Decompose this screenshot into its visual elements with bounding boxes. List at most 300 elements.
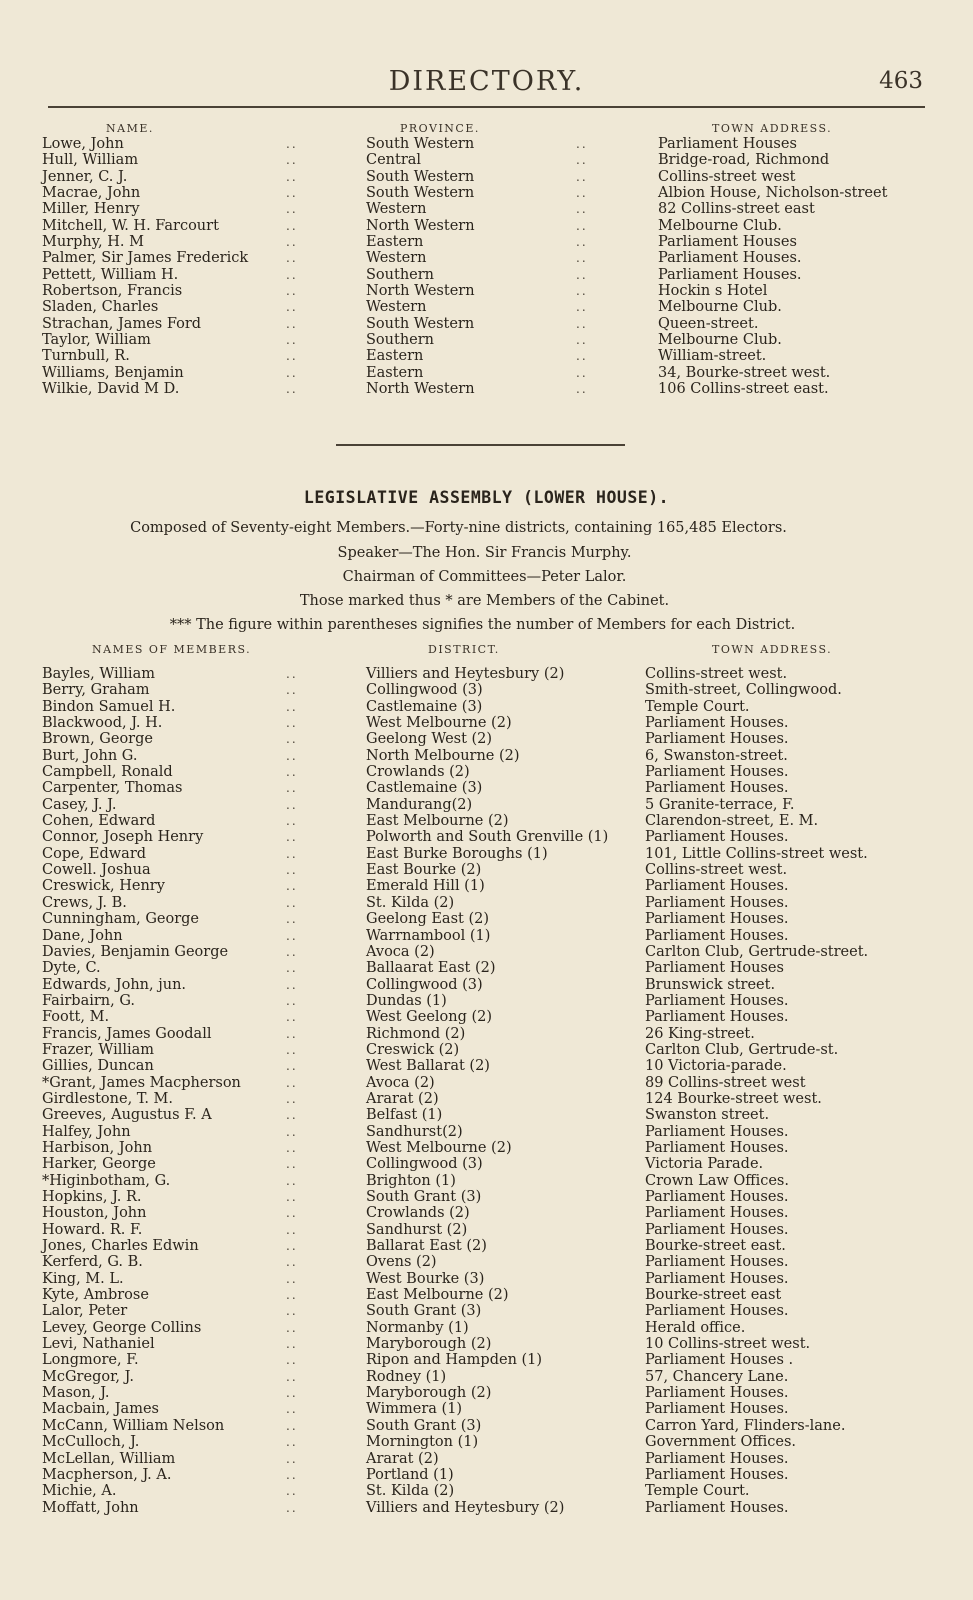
assembly-name-cell: McCulloch, J.	[42, 1434, 140, 1451]
assembly-name-cell: Harker, George	[42, 1156, 156, 1173]
leader-dots: ..	[286, 1010, 298, 1025]
council-row	[0, 332, 973, 348]
assembly-district-cell: Rodney (1)	[366, 1368, 447, 1385]
assembly-address-cell: Parliament Houses	[645, 960, 784, 977]
assembly-district-cell: East Melbourne (2)	[366, 813, 509, 830]
assembly-header-district: DISTRICT.	[428, 643, 500, 656]
assembly-district-cell: Warrnambool (1)	[366, 927, 491, 944]
assembly-row	[0, 1058, 973, 1074]
leader-dots: ..	[286, 1108, 298, 1123]
leader-dots: ..	[286, 814, 298, 829]
assembly-name-cell: Berry, Graham	[42, 682, 150, 699]
council-header-province: PROVINCE.	[400, 122, 480, 135]
assembly-row	[0, 1254, 973, 1270]
assembly-address-cell: Brunswick street.	[645, 976, 776, 993]
assembly-address-cell: Parliament Houses.	[645, 731, 789, 748]
leader-dots: ..	[286, 1353, 298, 1368]
page-title: DIRECTORY.	[388, 66, 585, 97]
leader-dots: ..	[576, 169, 588, 184]
assembly-address-cell: Parliament Houses.	[645, 1205, 789, 1222]
council-address-cell: Parliament Houses	[658, 234, 797, 251]
assembly-row	[0, 960, 973, 976]
assembly-district-cell: East Melbourne (2)	[366, 1287, 509, 1304]
leader-dots: ..	[286, 267, 298, 282]
assembly-row	[0, 878, 973, 894]
council-address-cell: 34, Bourke-street west.	[658, 364, 831, 381]
leader-dots: ..	[286, 863, 298, 878]
assembly-name-cell: Bindon Samuel H.	[42, 698, 176, 715]
leader-dots: ..	[286, 961, 298, 976]
council-name-cell: Hull, William	[42, 152, 139, 169]
assembly-district-cell: West Melbourne (2)	[366, 715, 512, 732]
council-address-cell: Melbourne Club.	[658, 217, 782, 234]
assembly-row	[0, 1042, 973, 1058]
assembly-district-cell: Ovens (2)	[366, 1254, 437, 1271]
assembly-table	[0, 666, 973, 1516]
assembly-address-cell: Parliament Houses.	[645, 1466, 789, 1483]
assembly-district-cell: Collingwood (3)	[366, 976, 483, 993]
leader-dots: ..	[286, 1304, 298, 1319]
council-row	[0, 299, 973, 315]
leader-dots: ..	[576, 218, 588, 233]
council-province-cell: Eastern	[366, 234, 424, 251]
council-province-cell: North Western	[366, 381, 475, 398]
council-row	[0, 218, 973, 234]
leader-dots: ..	[286, 912, 298, 927]
council-row	[0, 267, 973, 283]
assembly-row	[0, 1352, 973, 1368]
assembly-name-cell: Frazer, William	[42, 1041, 155, 1058]
council-province-cell: Western	[366, 250, 427, 267]
assembly-name-cell: Cowell. Joshua	[42, 862, 151, 879]
assembly-name-cell: Jones, Charles Edwin	[42, 1238, 199, 1255]
assembly-district-cell: Castlemaine (3)	[366, 780, 483, 797]
council-name-cell: Wilkie, David M D.	[42, 381, 180, 398]
assembly-address-cell: Parliament Houses.	[645, 780, 789, 797]
leader-dots: ..	[286, 1026, 298, 1041]
leader-dots: ..	[286, 1190, 298, 1204]
leader-dots: ..	[286, 1418, 298, 1433]
leader-dots: ..	[286, 1059, 298, 1074]
council-row	[0, 234, 973, 250]
assembly-address-cell: 57, Chancery Lane.	[645, 1368, 789, 1385]
council-row	[0, 169, 973, 185]
council-row	[0, 381, 973, 397]
council-name-cell: Palmer, Sir James Frederick	[42, 250, 249, 267]
assembly-district-cell: South Grant (3)	[366, 1417, 482, 1434]
assembly-address-cell: 101, Little Collins-street west.	[645, 845, 868, 862]
council-header-address: TOWN ADDRESS.	[712, 122, 833, 135]
assembly-name-cell: Girdlestone, T. M.	[42, 1090, 174, 1107]
assembly-address-cell: Parliament Houses.	[645, 1189, 789, 1205]
council-address-cell: Parliament Houses	[658, 136, 797, 152]
assembly-district-cell: Wimmera (1)	[366, 1401, 463, 1418]
assembly-name-cell: King, M. L.	[42, 1270, 124, 1287]
leader-dots: ..	[286, 1075, 298, 1090]
assembly-name-cell: Crews, J. B.	[42, 894, 127, 911]
council-address-cell: Parliament Houses.	[658, 266, 802, 283]
assembly-district-cell: Maryborough (2)	[366, 1385, 492, 1402]
assembly-district-cell: Avoca (2)	[366, 1074, 435, 1091]
leader-dots: ..	[286, 732, 298, 747]
assembly-district-cell: Brighton (1)	[366, 1172, 456, 1189]
assembly-name-cell: Edwards, John, jun.	[42, 976, 187, 993]
assembly-row	[0, 1009, 973, 1025]
assembly-address-cell: Parliament Houses.	[645, 715, 789, 732]
leader-dots: ..	[576, 202, 588, 217]
leader-dots: ..	[576, 267, 588, 282]
leader-dots: ..	[286, 1157, 298, 1172]
assembly-row	[0, 862, 973, 878]
leader-dots: ..	[286, 382, 298, 397]
council-address-cell: Melbourne Club.	[658, 299, 782, 316]
assembly-address-cell: Herald office.	[645, 1319, 746, 1336]
council-address-cell: Queen-street.	[658, 315, 759, 332]
leader-dots: ..	[286, 879, 298, 894]
assembly-row	[0, 1483, 973, 1499]
assembly-name-cell: Cunningham, George	[42, 911, 200, 928]
leader-dots: ..	[286, 944, 298, 959]
leader-dots: ..	[576, 186, 588, 201]
assembly-name-cell: Bayles, William	[42, 666, 155, 682]
leader-dots: ..	[286, 1484, 298, 1499]
leader-dots: ..	[286, 683, 298, 698]
assembly-row	[0, 993, 973, 1009]
leader-dots: ..	[286, 349, 298, 364]
assembly-address-cell: Collins-street west.	[645, 862, 788, 879]
council-row	[0, 152, 973, 168]
assembly-header-name: NAMES OF MEMBERS.	[92, 643, 252, 656]
assembly-intro-chairman: Chairman of Committees—Peter Lalor.	[342, 569, 627, 585]
assembly-address-cell: Parliament Houses.	[645, 1385, 789, 1402]
assembly-row	[0, 1205, 973, 1221]
assembly-address-cell: Parliament Houses.	[645, 764, 789, 781]
leader-dots: ..	[576, 137, 588, 151]
assembly-name-cell: Macbain, James	[42, 1401, 159, 1418]
assembly-row	[0, 1401, 973, 1417]
council-name-cell: Williams, Benjamin	[42, 364, 184, 381]
council-address-cell: Albion House, Nicholson-street	[658, 185, 888, 202]
assembly-district-cell: St. Kilda (2)	[366, 894, 455, 911]
assembly-name-cell: Longmore, F.	[42, 1352, 139, 1369]
assembly-district-cell: South Grant (3)	[366, 1303, 482, 1320]
assembly-address-cell: Parliament Houses.	[645, 1450, 789, 1467]
assembly-district-cell: Ararat (2)	[366, 1090, 439, 1107]
council-province-cell: Eastern	[366, 348, 424, 365]
leader-dots: ..	[286, 251, 298, 266]
assembly-row	[0, 682, 973, 698]
council-province-cell: Western	[366, 299, 427, 316]
assembly-row	[0, 1467, 973, 1483]
assembly-district-cell: Sandhurst (2)	[366, 1221, 468, 1238]
leader-dots: ..	[286, 1042, 298, 1057]
leader-dots: ..	[286, 169, 298, 184]
assembly-district-cell: Crowlands (2)	[366, 764, 470, 781]
leader-dots: ..	[286, 186, 298, 201]
leader-dots: ..	[286, 1140, 298, 1155]
council-address-cell: Melbourne Club.	[658, 332, 782, 349]
assembly-district-cell: West Geelong (2)	[366, 1009, 493, 1026]
assembly-name-cell: Macpherson, J. A.	[42, 1466, 172, 1483]
assembly-address-cell: Parliament Houses.	[645, 1401, 789, 1418]
assembly-address-cell: Carron Yard, Flinders-lane.	[645, 1417, 846, 1434]
assembly-name-cell: Moffatt, John	[42, 1499, 139, 1516]
assembly-row	[0, 780, 973, 796]
council-name-cell: Taylor, William	[42, 332, 151, 349]
assembly-name-cell: Foott, M.	[42, 1009, 110, 1026]
council-province-cell: North Western	[366, 217, 475, 234]
assembly-row	[0, 797, 973, 813]
leader-dots: ..	[286, 993, 298, 1008]
assembly-address-cell: Parliament Houses.	[645, 894, 789, 911]
assembly-row	[0, 1156, 973, 1172]
assembly-district-cell: Castlemaine (3)	[366, 698, 483, 715]
council-province-cell: Southern	[366, 332, 435, 349]
council-name-cell: Strachan, James Ford	[42, 315, 202, 332]
leader-dots: ..	[286, 1369, 298, 1384]
assembly-name-cell: Levey, George Collins	[42, 1319, 202, 1336]
council-province-cell: South Western	[366, 185, 475, 202]
assembly-row	[0, 1418, 973, 1434]
assembly-name-cell: Hopkins, J. R.	[42, 1189, 142, 1205]
assembly-address-cell: Temple Court.	[645, 1483, 750, 1500]
assembly-row	[0, 813, 973, 829]
council-row	[0, 136, 973, 152]
council-province-cell: Southern	[366, 266, 435, 283]
leader-dots: ..	[286, 1500, 298, 1515]
leader-dots: ..	[286, 1435, 298, 1450]
assembly-address-cell: Swanston street.	[645, 1107, 770, 1124]
assembly-district-cell: Mandurang(2)	[366, 796, 473, 813]
assembly-address-cell: Victoria Parade.	[645, 1156, 764, 1173]
assembly-district-cell: East Burke Boroughs (1)	[366, 845, 548, 862]
council-row	[0, 316, 973, 332]
assembly-name-cell: McLellan, William	[42, 1450, 176, 1467]
assembly-district-cell: Ballarat East (2)	[366, 1238, 487, 1255]
assembly-address-cell: Bourke-street east.	[645, 1238, 786, 1255]
leader-dots: ..	[576, 235, 588, 250]
council-province-cell: South Western	[366, 315, 475, 332]
council-row	[0, 250, 973, 266]
assembly-row	[0, 928, 973, 944]
leader-dots: ..	[286, 895, 298, 910]
council-name-cell: Lowe, John	[42, 136, 124, 152]
assembly-name-cell: Michie, A.	[42, 1483, 117, 1500]
council-address-cell: Collins-street west	[658, 168, 796, 185]
assembly-address-cell: 10 Victoria-parade.	[645, 1058, 787, 1075]
assembly-district-cell: Collingwood (3)	[366, 682, 483, 699]
leader-dots: ..	[286, 316, 298, 331]
leader-dots: ..	[286, 137, 298, 151]
council-name-cell: Miller, Henry	[42, 201, 140, 218]
assembly-address-cell: Carlton Club, Gertrude-st.	[645, 1041, 839, 1058]
leader-dots: ..	[286, 716, 298, 731]
assembly-name-cell: Houston, John	[42, 1205, 147, 1222]
assembly-district-cell: Geelong East (2)	[366, 911, 489, 928]
assembly-name-cell: Dane, John	[42, 927, 123, 944]
assembly-district-cell: Geelong West (2)	[366, 731, 493, 748]
leader-dots: ..	[286, 830, 298, 845]
assembly-row	[0, 1222, 973, 1238]
assembly-address-cell: Parliament Houses.	[645, 1303, 789, 1320]
assembly-row	[0, 1451, 973, 1467]
assembly-address-cell: Parliament Houses.	[645, 1123, 789, 1140]
leader-dots: ..	[576, 333, 588, 348]
assembly-row	[0, 1385, 973, 1401]
assembly-name-cell: *Grant, James Macpherson	[42, 1074, 241, 1091]
assembly-header-address: TOWN ADDRESS.	[712, 643, 833, 656]
assembly-row	[0, 666, 973, 682]
assembly-district-cell: Crowlands (2)	[366, 1205, 470, 1222]
assembly-address-cell: Smith-street, Collingwood.	[645, 682, 842, 699]
assembly-address-cell: Parliament Houses.	[645, 829, 789, 846]
assembly-row	[0, 1336, 973, 1352]
assembly-district-cell: North Melbourne (2)	[366, 747, 520, 764]
section-divider	[336, 444, 625, 446]
assembly-address-cell: Parliament Houses.	[645, 1254, 789, 1271]
assembly-address-cell: Parliament Houses.	[645, 1499, 789, 1516]
assembly-name-cell: *Higinbotham, G.	[42, 1172, 171, 1189]
council-province-cell: Central	[366, 152, 422, 169]
assembly-row	[0, 1303, 973, 1319]
assembly-address-cell: Parliament Houses.	[645, 1009, 789, 1026]
leader-dots: ..	[286, 1451, 298, 1466]
assembly-intro-members: Composed of Seventy-eight Members.—Forty-nine districts, containing 165,485 Electors.	[130, 520, 787, 536]
assembly-row	[0, 944, 973, 960]
leader-dots: ..	[286, 781, 298, 796]
leader-dots: ..	[286, 1255, 298, 1270]
council-province-cell: South Western	[366, 168, 475, 185]
leader-dots: ..	[286, 1173, 298, 1188]
assembly-district-cell: Creswick (2)	[366, 1041, 460, 1058]
council-address-cell: William-street.	[658, 348, 767, 365]
assembly-name-cell: Creswick, Henry	[42, 878, 165, 895]
assembly-address-cell: Parliament Houses.	[645, 911, 789, 928]
council-name-cell: Macrae, John	[42, 185, 141, 202]
assembly-row	[0, 731, 973, 747]
assembly-name-cell: Halfey, John	[42, 1123, 131, 1140]
council-row	[0, 283, 973, 299]
council-address-cell: Parliament Houses.	[658, 250, 802, 267]
leader-dots: ..	[286, 1271, 298, 1286]
assembly-district-cell: Avoca (2)	[366, 943, 435, 960]
assembly-address-cell: Parliament Houses.	[645, 1221, 789, 1238]
assembly-row	[0, 846, 973, 862]
assembly-row	[0, 1124, 973, 1140]
assembly-district-cell: South Grant (3)	[366, 1189, 482, 1205]
assembly-row	[0, 895, 973, 911]
council-address-cell: 106 Collins-street east.	[658, 381, 829, 398]
assembly-address-cell: 6, Swanston-street.	[645, 747, 788, 764]
assembly-address-cell: Clarendon-street, E. M.	[645, 813, 819, 830]
leader-dots: ..	[286, 667, 298, 681]
assembly-row	[0, 829, 973, 845]
assembly-address-cell: Parliament Houses.	[645, 1139, 789, 1156]
leader-dots: ..	[286, 333, 298, 348]
council-province-cell: South Western	[366, 136, 475, 152]
assembly-address-cell: Carlton Club, Gertrude-street.	[645, 943, 869, 960]
assembly-district-cell: Ripon and Hampden (1)	[366, 1352, 543, 1369]
assembly-district-cell: Villiers and Heytesbury (2)	[366, 666, 565, 682]
assembly-intro-cabinet-note: Those marked thus * are Members of the Cabinet.	[299, 593, 670, 609]
assembly-address-cell: Temple Court.	[645, 698, 750, 715]
assembly-row	[0, 1238, 973, 1254]
leader-dots: ..	[576, 251, 588, 266]
assembly-district-cell: St. Kilda (2)	[366, 1483, 455, 1500]
assembly-name-cell: Dyte, C.	[42, 960, 101, 977]
leader-dots: ..	[286, 846, 298, 861]
leader-dots: ..	[286, 1337, 298, 1352]
assembly-name-cell: Levi, Nathaniel	[42, 1336, 155, 1353]
assembly-row	[0, 1369, 973, 1385]
assembly-address-cell: Government Offices.	[645, 1434, 797, 1451]
leader-dots: ..	[286, 1124, 298, 1139]
leader-dots: ..	[286, 235, 298, 250]
council-row	[0, 348, 973, 364]
assembly-name-cell: Mason, J.	[42, 1385, 110, 1402]
assembly-name-cell: Francis, James Goodall	[42, 1025, 212, 1042]
page-number: 463	[879, 68, 923, 94]
leader-dots: ..	[286, 365, 298, 380]
leader-dots: ..	[576, 382, 588, 397]
assembly-name-cell: Campbell, Ronald	[42, 764, 173, 781]
assembly-district-cell: Dundas (1)	[366, 992, 447, 1009]
assembly-address-cell: Parliament Houses.	[645, 992, 789, 1009]
assembly-row	[0, 764, 973, 780]
council-header-name: NAME.	[106, 122, 154, 135]
council-name-cell: Turnbull, R.	[42, 348, 130, 365]
leader-dots: ..	[286, 748, 298, 763]
assembly-row	[0, 1500, 973, 1516]
assembly-address-cell: Parliament Houses.	[645, 1270, 789, 1287]
assembly-row	[0, 1434, 973, 1450]
assembly-address-cell: 5 Granite-terrace, F.	[645, 796, 795, 813]
assembly-row	[0, 1173, 973, 1189]
assembly-row	[0, 1091, 973, 1107]
assembly-address-cell: 89 Collins-street west	[645, 1074, 806, 1091]
council-province-cell: Western	[366, 201, 427, 218]
running-head	[0, 66, 973, 106]
leader-dots: ..	[286, 977, 298, 992]
leader-dots: ..	[286, 1288, 298, 1303]
assembly-district-cell: Maryborough (2)	[366, 1336, 492, 1353]
assembly-district-cell: Richmond (2)	[366, 1025, 466, 1042]
assembly-name-cell: Fairbairn, G.	[42, 992, 136, 1009]
assembly-district-cell: West Bourke (3)	[366, 1270, 485, 1287]
assembly-district-cell: Emerald Hill (1)	[366, 878, 485, 895]
assembly-district-cell: West Ballarat (2)	[366, 1058, 490, 1075]
assembly-name-cell: McCann, William Nelson	[42, 1417, 225, 1434]
leader-dots: ..	[576, 284, 588, 299]
assembly-address-cell: Parliament Houses .	[645, 1352, 794, 1369]
assembly-name-cell: Burt, John G.	[42, 747, 138, 764]
assembly-row	[0, 1189, 973, 1205]
assembly-district-cell: West Melbourne (2)	[366, 1139, 512, 1156]
leader-dots: ..	[286, 1386, 298, 1401]
assembly-district-cell: Sandhurst(2)	[366, 1123, 463, 1140]
assembly-row	[0, 1026, 973, 1042]
leader-dots: ..	[286, 218, 298, 233]
leader-dots: ..	[286, 1206, 298, 1221]
council-address-cell: 82 Collins-street east	[658, 201, 815, 218]
leader-dots: ..	[576, 349, 588, 364]
assembly-district-cell: East Bourke (2)	[366, 862, 482, 879]
leader-dots: ..	[576, 153, 588, 168]
assembly-name-cell: Howard. R. F.	[42, 1221, 143, 1238]
leader-dots: ..	[286, 1239, 298, 1254]
leader-dots: ..	[286, 928, 298, 943]
assembly-name-cell: Blackwood, J. H.	[42, 715, 163, 732]
